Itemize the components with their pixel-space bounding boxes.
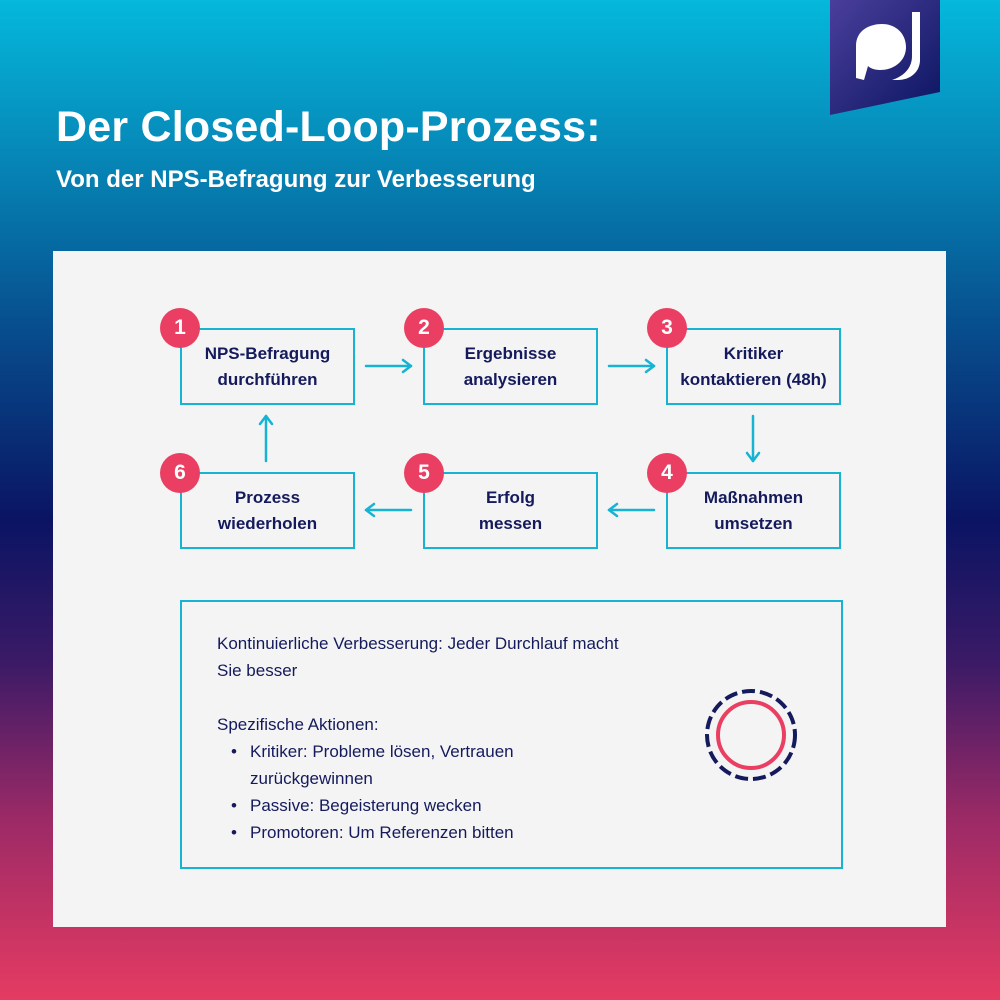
actions-list [217,738,687,846]
step-2-line1: Ergebnisse [464,343,557,363]
list-item-line1: • Passive: Begeisterung wecken [250,796,482,815]
actions-heading: Spezifische Aktionen: [217,715,379,734]
page-title: Der Closed-Loop-Prozess: [56,103,601,151]
list-item [217,738,687,792]
step-5-line2: messen [478,513,543,533]
step-box-5 [423,472,598,549]
list-item-line1: • Promotoren: Um Referenzen bitten [250,823,514,842]
step-4-line2: umsetzen [714,513,793,533]
step-3-line2: kontaktieren (48h) [680,369,827,389]
info-line-2: Sie besser [217,661,298,680]
step-1-line2: durchführen [217,369,318,389]
list-item-line2: zurückgewinnen [250,769,373,788]
list-item-line1: • Kritiker: Probleme lösen, Vertrauen [250,742,514,761]
step-badge-2: 2 [404,308,444,348]
step-5-line1: Erfolg [485,487,536,507]
step-badge-1: 1 [160,308,200,348]
step-6-line1: Prozess [234,487,301,507]
step-box-1 [180,328,355,405]
step-badge-4: 4 [647,453,687,493]
info-text [217,630,687,846]
list-item [217,792,687,819]
step-4-line1: Maßnahmen [703,487,804,507]
step-box-4 [666,472,841,549]
step-box-3 [666,328,841,405]
step-badge-3: 3 [647,308,687,348]
step-3-line1: Kritiker [723,343,784,363]
step-box-2 [423,328,598,405]
info-box [180,600,843,869]
step-badge-5: 5 [404,453,444,493]
info-line-1: Kontinuierliche Verbesserung: Jeder Durchlauf macht [217,634,619,653]
step-1-line1: NPS-Befragung [204,343,331,363]
list-item [217,819,687,846]
step-6-line2: wiederholen [217,513,318,533]
step-2-line2: analysieren [463,369,558,389]
page-subtitle: Von der NPS-Befragung zur Verbesserung [56,166,536,193]
step-box-6 [180,472,355,549]
loop-circle-icon [703,687,799,783]
step-badge-6: 6 [160,453,200,493]
pd-logo-icon [830,0,940,115]
